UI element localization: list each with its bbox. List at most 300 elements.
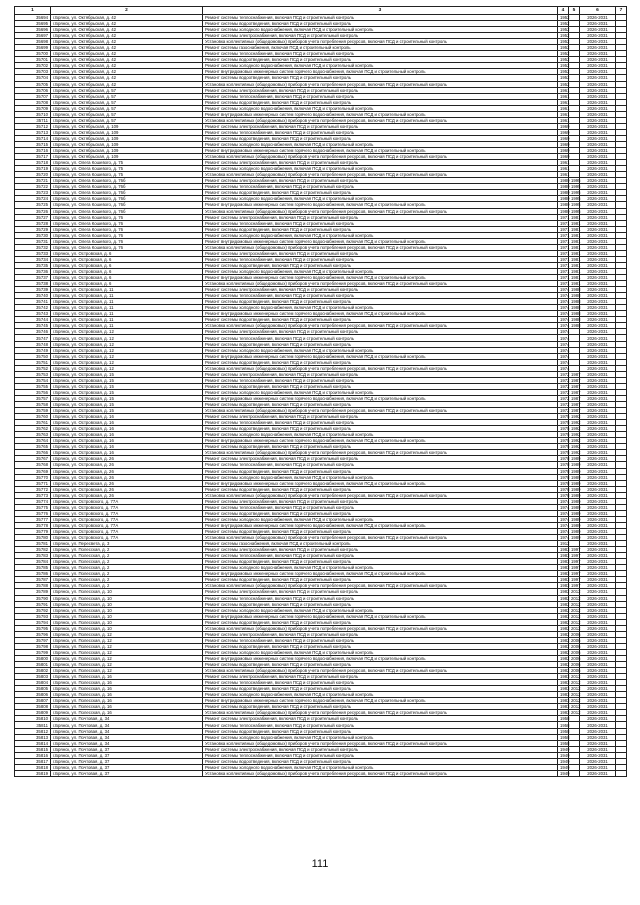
row-number: 35740 [15,293,51,299]
row-period: 2026-2031 [580,680,616,686]
row-year-built: 1978 [558,456,569,462]
row-year-built: 1983 [558,565,569,571]
row-period: 2026-2031 [580,371,616,377]
row-number: 35778 [15,522,51,528]
row-number: 35815 [15,746,51,752]
row-number: 35724 [15,196,51,202]
row-number: 35779 [15,528,51,534]
row-period: 2026-2031 [580,21,616,27]
row-number: 35704 [15,75,51,81]
row-year-repair: 1997 [569,565,580,571]
row-year-built: 1974 [558,498,569,504]
row-year-built: 1958 [558,728,569,734]
row-number: 35755 [15,383,51,389]
row-work-type: Ремонт системы теплоснабжения, включая ПСД и строительный контроль [203,129,558,135]
row-address: г.Брянск, ул. Полесская, д. 12 [51,655,203,661]
row-address: г.Брянск, ул. Островского, д. 77А [51,516,203,522]
row-year-built: 1971 [558,232,569,238]
row-number: 35739 [15,287,51,293]
row-address: г.Брянск, ул. Островская, д. 15 [51,389,203,395]
row-year-repair: 1992 [569,432,580,438]
row-work-type: Ремонт системы холодного водоснабжения, включая ПСД и строительный контроль [203,389,558,395]
row-year-built: 1961 [558,111,569,117]
row-period: 2026-2031 [580,655,616,661]
row-period: 2026-2031 [580,148,616,154]
row-year-repair: 1989 [569,498,580,504]
row-address: г.Брянск, ул. Почтовая, д. 37 [51,770,203,776]
row-period: 2026-2031 [580,105,616,111]
row-address: г.Брянск, ул. Островская, д. 16 [51,414,203,420]
row-address: г.Брянск, ул. Октябрьская, д. 57 [51,87,203,93]
row-address: г.Брянск, ул. Октябрьская, д. 109 [51,154,203,160]
row-number: 35711 [15,117,51,123]
row-work-type: Ремонт системы газоснабжения, включая ПСД и строительный контроль [203,541,558,547]
row-address: г.Брянск, ул. Островская, д. 11 [51,317,203,323]
row-year-built: 1982 [558,662,569,668]
row-number: 35750 [15,353,51,359]
row-period: 2026-2031 [580,275,616,281]
row-address: г.Брянск, ул. Островского, д. 77А [51,504,203,510]
row-year-built: 1982 [558,643,569,649]
row-address: г.Брянск, ул. Почтовая, д. 37 [51,752,203,758]
row-address: г.Брянск, ул. Островского, д. 77А [51,510,203,516]
row-address: г.Брянск, ул. Островская, д. 12 [51,359,203,365]
row-number: 35734 [15,256,51,262]
row-year-built: 1969 [558,154,569,160]
row-period: 2026-2031 [580,456,616,462]
row-year-built: 1969 [558,135,569,141]
row-address: г.Брянск, ул. Полесская, д. 2 [51,583,203,589]
row-work-type: Установка коллективных (общедомовых) приборов учета потребления ресурсов, включая ПСД и строительный контроль [203,208,558,214]
row-period: 2026-2031 [580,190,616,196]
row-address: г.Брянск, ул. Олега Кошевого, д. 76б [51,196,203,202]
row-year-built: 1974 [558,365,569,371]
row-work-type: Установка коллективных (общедомовых) приборов учета потребления ресурсов, включая ПСД и строительный контроль [203,408,558,414]
row-year-repair: 2012 [569,625,580,631]
row-work-type: Ремонт системы холодного водоснабжения, включая ПСД и строительный контроль [203,232,558,238]
table-row [15,770,627,776]
row-address: г.Брянск, ул. Почтовая, д. 34 [51,716,203,722]
row-year-built: 1958 [558,734,569,740]
row-period: 2026-2031 [580,293,616,299]
row-period: 2026-2031 [580,577,616,583]
row-number: 35754 [15,377,51,383]
row-address: г.Брянск, ул. Олега Кошевого, д. 76б [51,178,203,184]
row-address: г.Брянск, ул. Почтовая, д. 37 [51,746,203,752]
row-number: 35706 [15,87,51,93]
row-address: г.Брянск, ул. Островская, д. 26 [51,492,203,498]
row-number: 35795 [15,625,51,631]
row-address: г.Брянск, ул. Октябрьская, д. 42 [51,75,203,81]
row-number: 35757 [15,395,51,401]
row-period: 2026-2031 [580,668,616,674]
row-work-type: Ремонт системы водоотведения, включая ПСД и строительный контроль [203,577,558,583]
row-period: 2026-2031 [580,57,616,63]
row-year-built: 1974 [558,522,569,528]
row-address: г.Брянск, ул. Октябрьская, д. 57 [51,117,203,123]
row-work-type: Ремонт системы теплоснабжения, включая ПСД и строительный контроль [203,637,558,643]
row-address: г.Брянск, ул. Полесская, д. 16 [51,692,203,698]
row-period: 2026-2031 [580,450,616,456]
row-period: 2026-2031 [580,686,616,692]
row-work-type: Ремонт системы теплоснабжения, включая ПСД и строительный контроль [203,220,558,226]
row-period: 2026-2031 [580,335,616,341]
row-address: г.Брянск, ул. Почтовая, д. 37 [51,758,203,764]
row-work-type: Ремонт системы водоотведения, включая ПСД и строительный контроль [203,444,558,450]
row-period: 2026-2031 [580,559,616,565]
row-number: 35789 [15,589,51,595]
row-period: 2026-2031 [580,535,616,541]
row-number: 35718 [15,160,51,166]
row-year-built: 1961 [558,93,569,99]
row-work-type: Ремонт системы холодного водоснабжения, включая ПСД и строительный контроль [203,764,558,770]
row-period: 2026-2031 [580,341,616,347]
row-year-built: 1975 [558,450,569,456]
row-year-built: 1971 [558,268,569,274]
row-period: 2026-2031 [580,244,616,250]
row-year-built: 1971 [558,220,569,226]
row-number: 35747 [15,335,51,341]
row-year-built: 1980 [558,208,569,214]
row-address: г.Брянск, ул. Островская, д. 6 [51,275,203,281]
row-year-built: 1982 [558,619,569,625]
row-number: 35768 [15,462,51,468]
row-year-built: 1974 [558,516,569,522]
row-period: 2026-2031 [580,474,616,480]
row-period: 2026-2031 [580,262,616,268]
row-year-built: 1982 [558,655,569,661]
row-number: 35705 [15,81,51,87]
row-work-type: Ремонт системы холодного водоснабжения, включая ПСД и строительный контроль [203,474,558,480]
row-year-built: 1952 [558,27,569,33]
row-work-type: Ремонт системы электроснабжения, включая ПСД и строительный контроль [203,746,558,752]
row-number: 35816 [15,752,51,758]
row-year-built: 1975 [558,438,569,444]
row-year-built: 1983 [558,553,569,559]
row-work-type: Ремонт системы теплоснабжения, включая ПСД и строительный контроль [203,553,558,559]
row-year-built: 1952 [558,75,569,81]
row-period: 2026-2031 [580,389,616,395]
row-year-repair: 2012 [569,692,580,698]
row-period: 2026-2031 [580,571,616,577]
row-address: г.Брянск, ул. Октябрьская, д. 42 [51,33,203,39]
row-year-built: 1949 [558,764,569,770]
row-year-built: 1975 [558,444,569,450]
row-period: 2026-2031 [580,329,616,335]
row-address: г.Брянск, ул. Октябрьская, д. 42 [51,57,203,63]
row-year-built: 1971 [558,256,569,262]
row-number: 35722 [15,184,51,190]
row-work-type: Ремонт внутридомовых инженерных систем горячего водоснабжения, включая ПСД и строительный контроль [203,698,558,704]
row-period: 2026-2031 [580,674,616,680]
row-work-type: Ремонт системы холодного водоснабжения, включая ПСД и строительный контроль [203,105,558,111]
row-work-type: Ремонт системы водоотведения, включая ПСД и строительный контроль [203,75,558,81]
row-work-type: Ремонт системы электроснабжения, включая ПСД и строительный контроль [203,160,558,166]
col-header-7: 7 [616,7,627,15]
row-work-type: Ремонт системы теплоснабжения, включая ПСД и строительный контроль [203,377,558,383]
row-work-type: Ремонт внутридомовых инженерных систем горячего водоснабжения, включая ПСД и строительный контроль [203,238,558,244]
row-work-type: Ремонт системы водоотведения, включая ПСД и строительный контроль [203,528,558,534]
row-work-type: Ремонт системы электроснабжения, включая ПСД и строительный контроль [203,329,558,335]
row-number: 35725 [15,202,51,208]
row-address: г.Брянск, ул. Полесская, д. 16 [51,680,203,686]
row-address: г.Брянск, ул. Полесская, д. 2 [51,547,203,553]
row-number: 35780 [15,535,51,541]
row-year-built: 1974 [558,359,569,365]
row-work-type: Установка коллективных (общедомовых) приборов учета потребления ресурсов, включая ПСД и строительный контроль [203,492,558,498]
row-year-repair: 2012 [569,601,580,607]
row-period: 2026-2031 [580,498,616,504]
row-address: г.Брянск, ул. Олега Кошевого, д. 76б [51,190,203,196]
row-address: г.Брянск, ул. Полесская, д. 16 [51,710,203,716]
row-address: г.Брянск, ул. Олега Кошевого, д. 76 [51,220,203,226]
row-work-type: Ремонт системы электроснабжения, включая ПСД и строительный контроль [203,674,558,680]
row-number: 35794 [15,619,51,625]
row-address: г.Брянск, ул. Полесская, д. 10 [51,625,203,631]
row-period: 2026-2031 [580,462,616,468]
row-period: 2026-2031 [580,359,616,365]
row-address: г.Брянск, ул. Полесская, д. 2 [51,559,203,565]
row-year-repair: 1995 [569,202,580,208]
row-period: 2026-2031 [580,589,616,595]
row-address: г.Брянск, ул. Октябрьская, д. 109 [51,141,203,147]
row-year-built: 1975 [558,432,569,438]
row-number: 35797 [15,637,51,643]
row-period: 2026-2031 [580,625,616,631]
row-number: 35731 [15,238,51,244]
row-year-built: 1952 [558,81,569,87]
row-year-built: 1974 [558,535,569,541]
row-year-repair: 2012 [569,595,580,601]
row-number: 35726 [15,208,51,214]
row-address: г.Брянск, ул. Олега Кошевого, д. 76б [51,202,203,208]
row-year-built: 1974 [558,317,569,323]
row-address: г.Брянск, ул. Октябрьская, д. 109 [51,135,203,141]
row-address: г.Брянск, ул. Почтовая, д. 34 [51,734,203,740]
row-number: 35791 [15,601,51,607]
row-year-built: 1974 [558,323,569,329]
row-period: 2026-2031 [580,692,616,698]
row-number: 35814 [15,740,51,746]
row-number: 35818 [15,764,51,770]
row-year-built: 1982 [558,625,569,631]
row-year-repair: 1981 [569,232,580,238]
row-period: 2026-2031 [580,649,616,655]
row-year-built: 1982 [558,668,569,674]
row-address: г.Брянск, ул. Островского, д. 77А [51,528,203,534]
row-work-type: Ремонт системы электроснабжения, включая ПСД и строительный контроль [203,178,558,184]
row-address: г.Брянск, ул. Островского, д. 77А [51,498,203,504]
row-address: г.Брянск, ул. Островская, д. 16 [51,438,203,444]
row-year-built: 1972 [558,383,569,389]
row-period: 2026-2031 [580,178,616,184]
row-year-repair: 1989 [569,468,580,474]
row-period: 2026-2031 [580,353,616,359]
row-year-repair: 2012 [569,686,580,692]
row-work-type: Ремонт системы водоотведения, включая ПСД и строительный контроль [203,135,558,141]
row-year-repair: 1989 [569,474,580,480]
row-work-type: Ремонт системы водоотведения, включая ПСД и строительный контроль [203,601,558,607]
row-year-built: 1971 [558,214,569,220]
row-number: 35811 [15,722,51,728]
row-work-type: Ремонт системы электроснабжения, включая ПСД и строительный контроль [203,214,558,220]
row-work-type: Ремонт системы холодного водоснабжения, включая ПСД и строительный контроль [203,734,558,740]
row-address: г.Брянск, ул. Островская, д. 11 [51,323,203,329]
row-year-repair: 1988 [569,299,580,305]
row-year-built: 1952 [558,39,569,45]
row-number: 35700 [15,51,51,57]
row-period: 2026-2031 [580,256,616,262]
row-work-type: Ремонт системы теплоснабжения, включая ПСД и строительный контроль [203,293,558,299]
row-year-built: 1983 [558,571,569,577]
row-year-built: 1974 [558,293,569,299]
row-address: г.Брянск, ул. Полесская, д. 10 [51,601,203,607]
row-period: 2026-2031 [580,129,616,135]
row-period: 2026-2031 [580,444,616,450]
row-number: 35759 [15,408,51,414]
row-work-type: Установка коллективных (общедомовых) приборов учета потребления ресурсов, включая ПСД и строительный контроль [203,450,558,456]
row-year-repair: 2006 [569,643,580,649]
row-year-built: 1958 [558,722,569,728]
row-number: 35737 [15,275,51,281]
row-address: г.Брянск, ул. Островская, д. 12 [51,329,203,335]
row-year-repair: 1989 [569,510,580,516]
row-year-built: 1982 [558,601,569,607]
row-year-built: 1971 [558,244,569,250]
row-year-repair: 1981 [569,214,580,220]
row-period: 2026-2031 [580,81,616,87]
row-address: г.Брянск, ул. Островская, д. 15 [51,371,203,377]
row-address: г.Брянск, ул. Островская, д. 16 [51,426,203,432]
row-number: 35761 [15,420,51,426]
row-number: 35749 [15,347,51,353]
row-period: 2026-2031 [580,268,616,274]
row-period: 2026-2031 [580,698,616,704]
row-address: г.Брянск, ул. Полесская, д. 10 [51,595,203,601]
row-work-type: Ремонт системы теплоснабжения, включая ПСД и строительный контроль [203,15,558,21]
row-year-repair: 1997 [569,559,580,565]
row-number: 35732 [15,244,51,250]
row-address: г.Брянск, ул. Островская, д. 26 [51,468,203,474]
row-number: 35775 [15,504,51,510]
row-number: 35813 [15,734,51,740]
row-year-built: 1983 [558,583,569,589]
row-work-type: Ремонт системы водоотведения, включая ПСД и строительный контроль [203,99,558,105]
row-year-repair: 1981 [569,244,580,250]
row-work-type: Ремонт внутридомовых инженерных систем горячего водоснабжения, включая ПСД и строительный контроль [203,613,558,619]
row-period: 2026-2031 [580,492,616,498]
row-address: г.Брянск, ул. Олега Кошевого, д. 76 [51,244,203,250]
row-year-built: 1971 [558,262,569,268]
row-year-built: 1974 [558,335,569,341]
row-number: 35708 [15,99,51,105]
row-number: 35765 [15,444,51,450]
row-period: 2026-2031 [580,87,616,93]
row-year-built: 1975 [558,426,569,432]
row-period: 2026-2031 [580,662,616,668]
row-period: 2026-2031 [580,111,616,117]
row-work-type: Ремонт системы электроснабжения, включая ПСД и строительный контроль [203,414,558,420]
row-year-built: 1982 [558,649,569,655]
row-number: 35736 [15,268,51,274]
row-number: 35805 [15,686,51,692]
row-address: г.Брянск, ул. Островская, д. 12 [51,365,203,371]
row-number: 35764 [15,438,51,444]
row-period: 2026-2031 [580,317,616,323]
row-address: г.Брянск, ул. Полесская, д. 10 [51,589,203,595]
row-work-type: Ремонт системы водоотведения, включая ПСД и строительный контроль [203,662,558,668]
row-period: 2026-2031 [580,172,616,178]
row-number: 35798 [15,643,51,649]
row-year-repair: 1987 [569,383,580,389]
row-year-repair: 1992 [569,444,580,450]
row-period: 2026-2031 [580,764,616,770]
row-address: г.Брянск, ул. Октябрьская, д. 42 [51,81,203,87]
row-address: г.Брянск, ул. Октябрьская, д. 42 [51,27,203,33]
row-number: 35745 [15,323,51,329]
row-year-repair: 2006 [569,662,580,668]
row-address: г.Брянск, ул. Полесская, д. 10 [51,619,203,625]
row-period: 2026-2031 [580,528,616,534]
row-address: г.Брянск, ул. Островская, д. 11 [51,293,203,299]
row-year-built: 1961 [558,160,569,166]
row-number: 35695 [15,21,51,27]
row-period: 2026-2031 [580,250,616,256]
row-period: 2026-2031 [580,637,616,643]
row-address: г.Брянск, ул. Полесская, д. 16 [51,686,203,692]
row-year-built: 1982 [558,589,569,595]
row-work-type: Установка коллективных (общедомовых) приборов учета потребления ресурсов, включая ПСД и строительный контроль [203,281,558,287]
row-number: 35777 [15,516,51,522]
row-work-type: Ремонт системы теплоснабжения, включая ПСД и строительный контроль [203,256,558,262]
row-work-type: Ремонт системы водоотведения, включая ПСД и строительный контроль [203,57,558,63]
row-year-repair: 1989 [569,486,580,492]
row-year-repair: 1987 [569,408,580,414]
row-address: г.Брянск, ул. Островская, д. 26 [51,474,203,480]
row-period: 2026-2031 [580,166,616,172]
row-year-repair: 1997 [569,571,580,577]
row-address: г.Брянск, ул. Полесская, д. 12 [51,662,203,668]
row-address: г.Брянск, ул. Островская, д. 11 [51,305,203,311]
row-address: г.Брянск, ул. Полесская, д. 10 [51,607,203,613]
row-year-repair: 2012 [569,607,580,613]
row-year-built: 1974 [558,341,569,347]
row-period: 2026-2031 [580,238,616,244]
row-address: г.Брянск, ул. Островская, д. 12 [51,335,203,341]
row-year-built: 1972 [558,371,569,377]
row-address: г.Брянск, ул. Олега Кошевого, д. 76б [51,184,203,190]
row-work-type: Установка коллективных (общедомовых) приборов учета потребления ресурсов, включая ПСД и строительный контроль [203,770,558,776]
row-number: 35773 [15,492,51,498]
row-year-repair: 2012 [569,613,580,619]
row-address: г.Брянск, ул. Островская, д. 6 [51,256,203,262]
row-number: 35742 [15,305,51,311]
row-year-repair: 1989 [569,480,580,486]
row-address: г.Брянск, ул. Полесская, д. 10 [51,613,203,619]
row-work-type: Ремонт внутридомовых инженерных систем горячего водоснабжения, включая ПСД и строительный контроль [203,395,558,401]
row-period: 2026-2031 [580,383,616,389]
row-year-repair: 1988 [569,323,580,329]
row-work-type: Ремонт системы газоснабжения, включая ПСД и строительный контроль [203,45,558,51]
row-work-type: Ремонт системы водоотведения, включая ПСД и строительный контроль [203,402,558,408]
row-address: г.Брянск, ул. Полесская, д. 16 [51,674,203,680]
row-year-repair: 1981 [569,256,580,262]
row-number: 35712 [15,123,51,129]
row-year-built: 1971 [558,275,569,281]
row-address: г.Брянск, ул. Островская, д. 16 [51,432,203,438]
row-address: г.Брянск, ул. Полесская, д. 12 [51,668,203,674]
col-header-4: 4 [558,7,569,15]
